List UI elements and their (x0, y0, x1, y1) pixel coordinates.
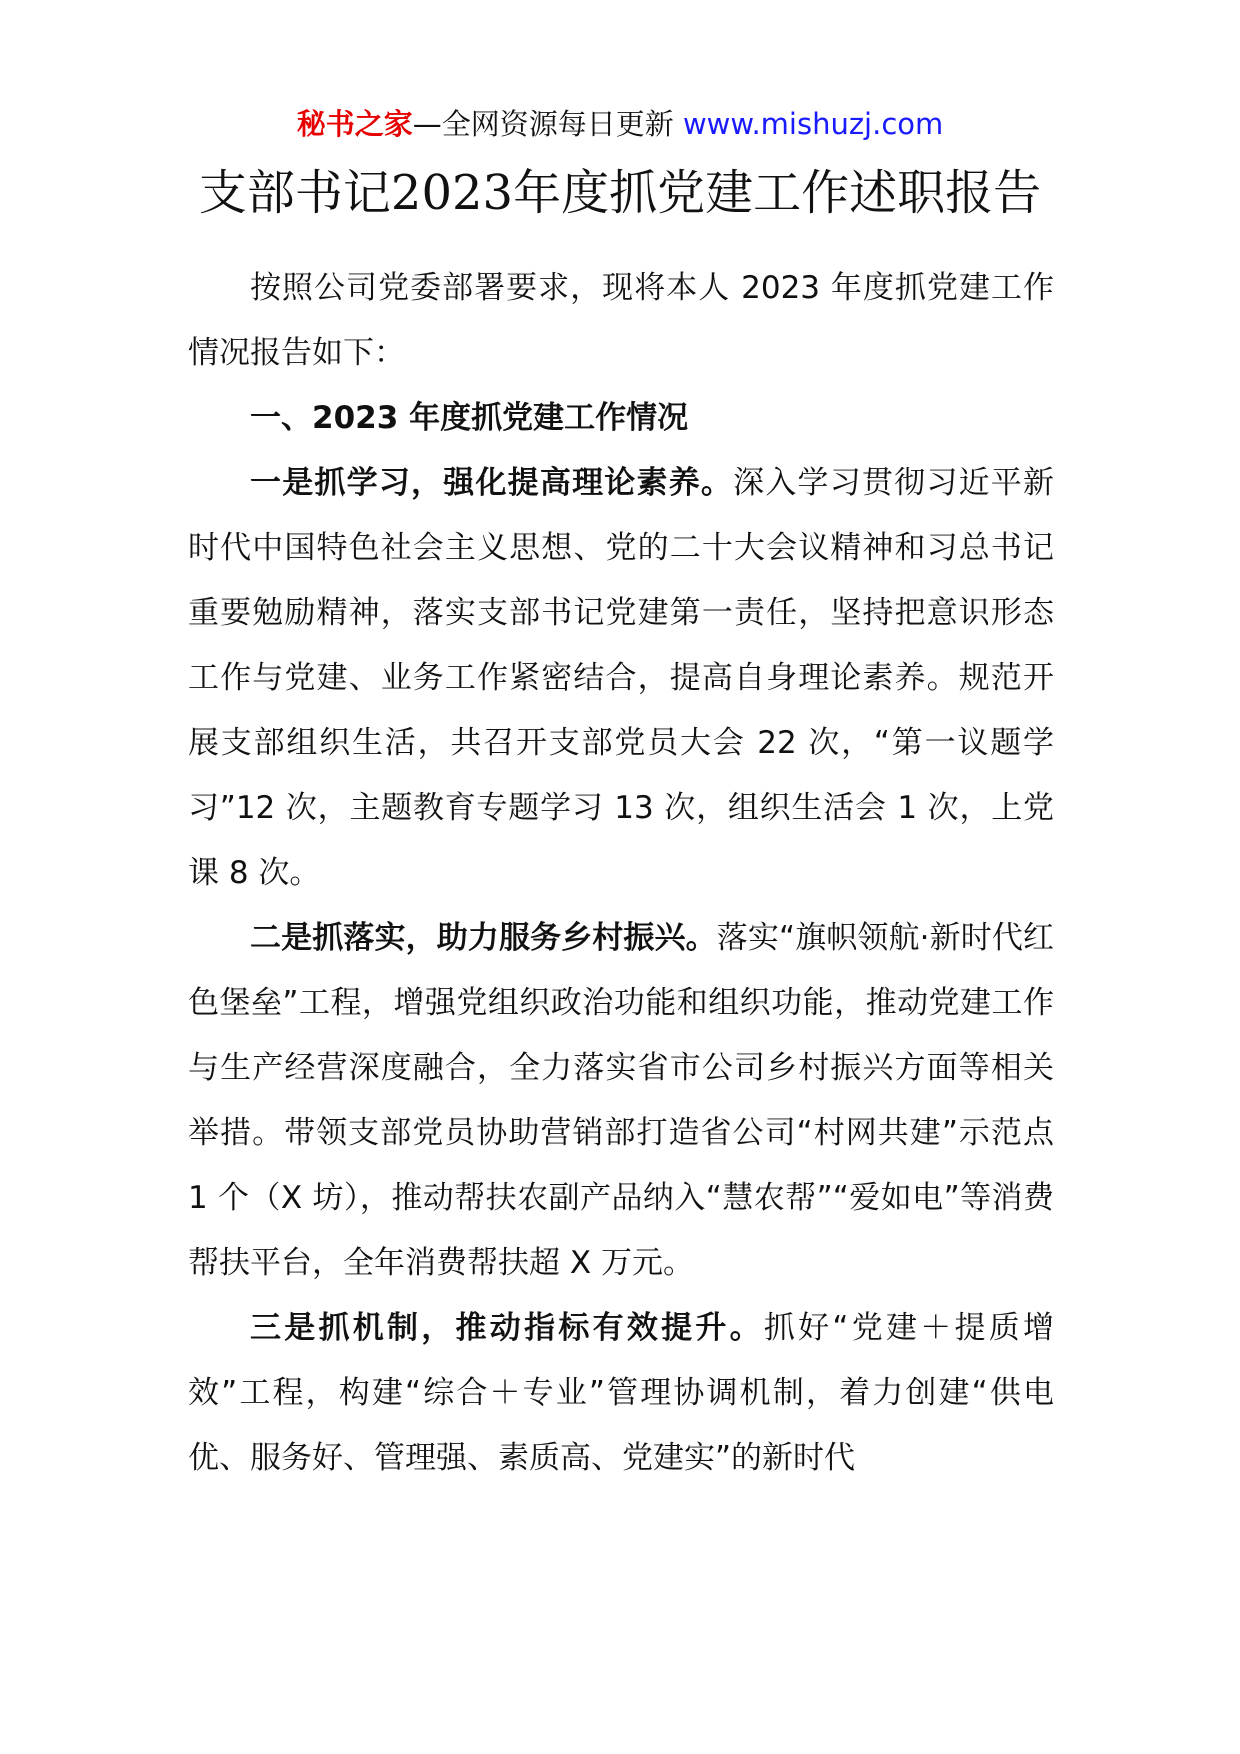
paragraph-body: 抓好“党建＋提质增效”工程，构建“综合＋专业”管理协调机制，着力创建“供电优、服务好、管理强、素质高、党建实”的新时代 (188, 1310, 1054, 1476)
site-url-link[interactable]: www.mishuzj.com (682, 107, 944, 141)
document-body (188, 256, 1054, 1491)
section-heading: 一、2023 年度抓党建工作情况 (250, 400, 689, 436)
paragraph-study (188, 451, 1054, 906)
paragraph-mechanism (188, 1296, 1054, 1491)
intro-paragraph: 按照公司党委部署要求，现将本人 2023 年度抓党建工作情况报告如下： (188, 270, 1054, 371)
paragraph-implementation (188, 906, 1054, 1296)
brand-name: 秘书之家 (296, 107, 413, 141)
title-prefix: 支部书记 (198, 165, 391, 221)
title-suffix: 年度抓党建工作述职报告 (513, 165, 1042, 221)
paragraph-lead: 二是抓落实，助力服务乡村振兴。 (250, 920, 717, 956)
document-title (0, 158, 1240, 228)
title-year: 2023 (390, 165, 514, 221)
header-tagline: —全网资源每日更新 (412, 107, 674, 141)
paragraph-lead: 一是抓学习，强化提高理论素养。 (250, 465, 734, 501)
paragraph-lead: 三是抓机制，推动指标有效提升。 (250, 1310, 764, 1346)
paragraph-body: 深入学习贯彻习近平新时代中国特色社会主义思想、党的二十大会议精神和习总书记重要勉励精神，落实支部书记党建第一责任，坚持把意识形态工作与党建、业务工作紧密结合，提高自身理论素养。规范开展支部组织生活，共召开支部党员大会 22 次，“第一议题学习”12 次，主题教育专题学习 13 次，组织生活会 1 次，上党课 8 次。 (188, 465, 1054, 891)
site-header (0, 102, 1240, 146)
paragraph-body: 落实“旗帜领航·新时代红色堡垒”工程，增强党组织政治功能和组织功能，推动党建工作与生产经营深度融合，全力落实省市公司乡村振兴方面等相关举措。带领支部党员协助营销部打造省公司“村网共建”示范点 1 个（X 坊），推动帮扶农副产品纳入“慧农帮”“爱如电”等消费帮扶平台，全年消费帮扶超 X 万元。 (188, 920, 1054, 1281)
